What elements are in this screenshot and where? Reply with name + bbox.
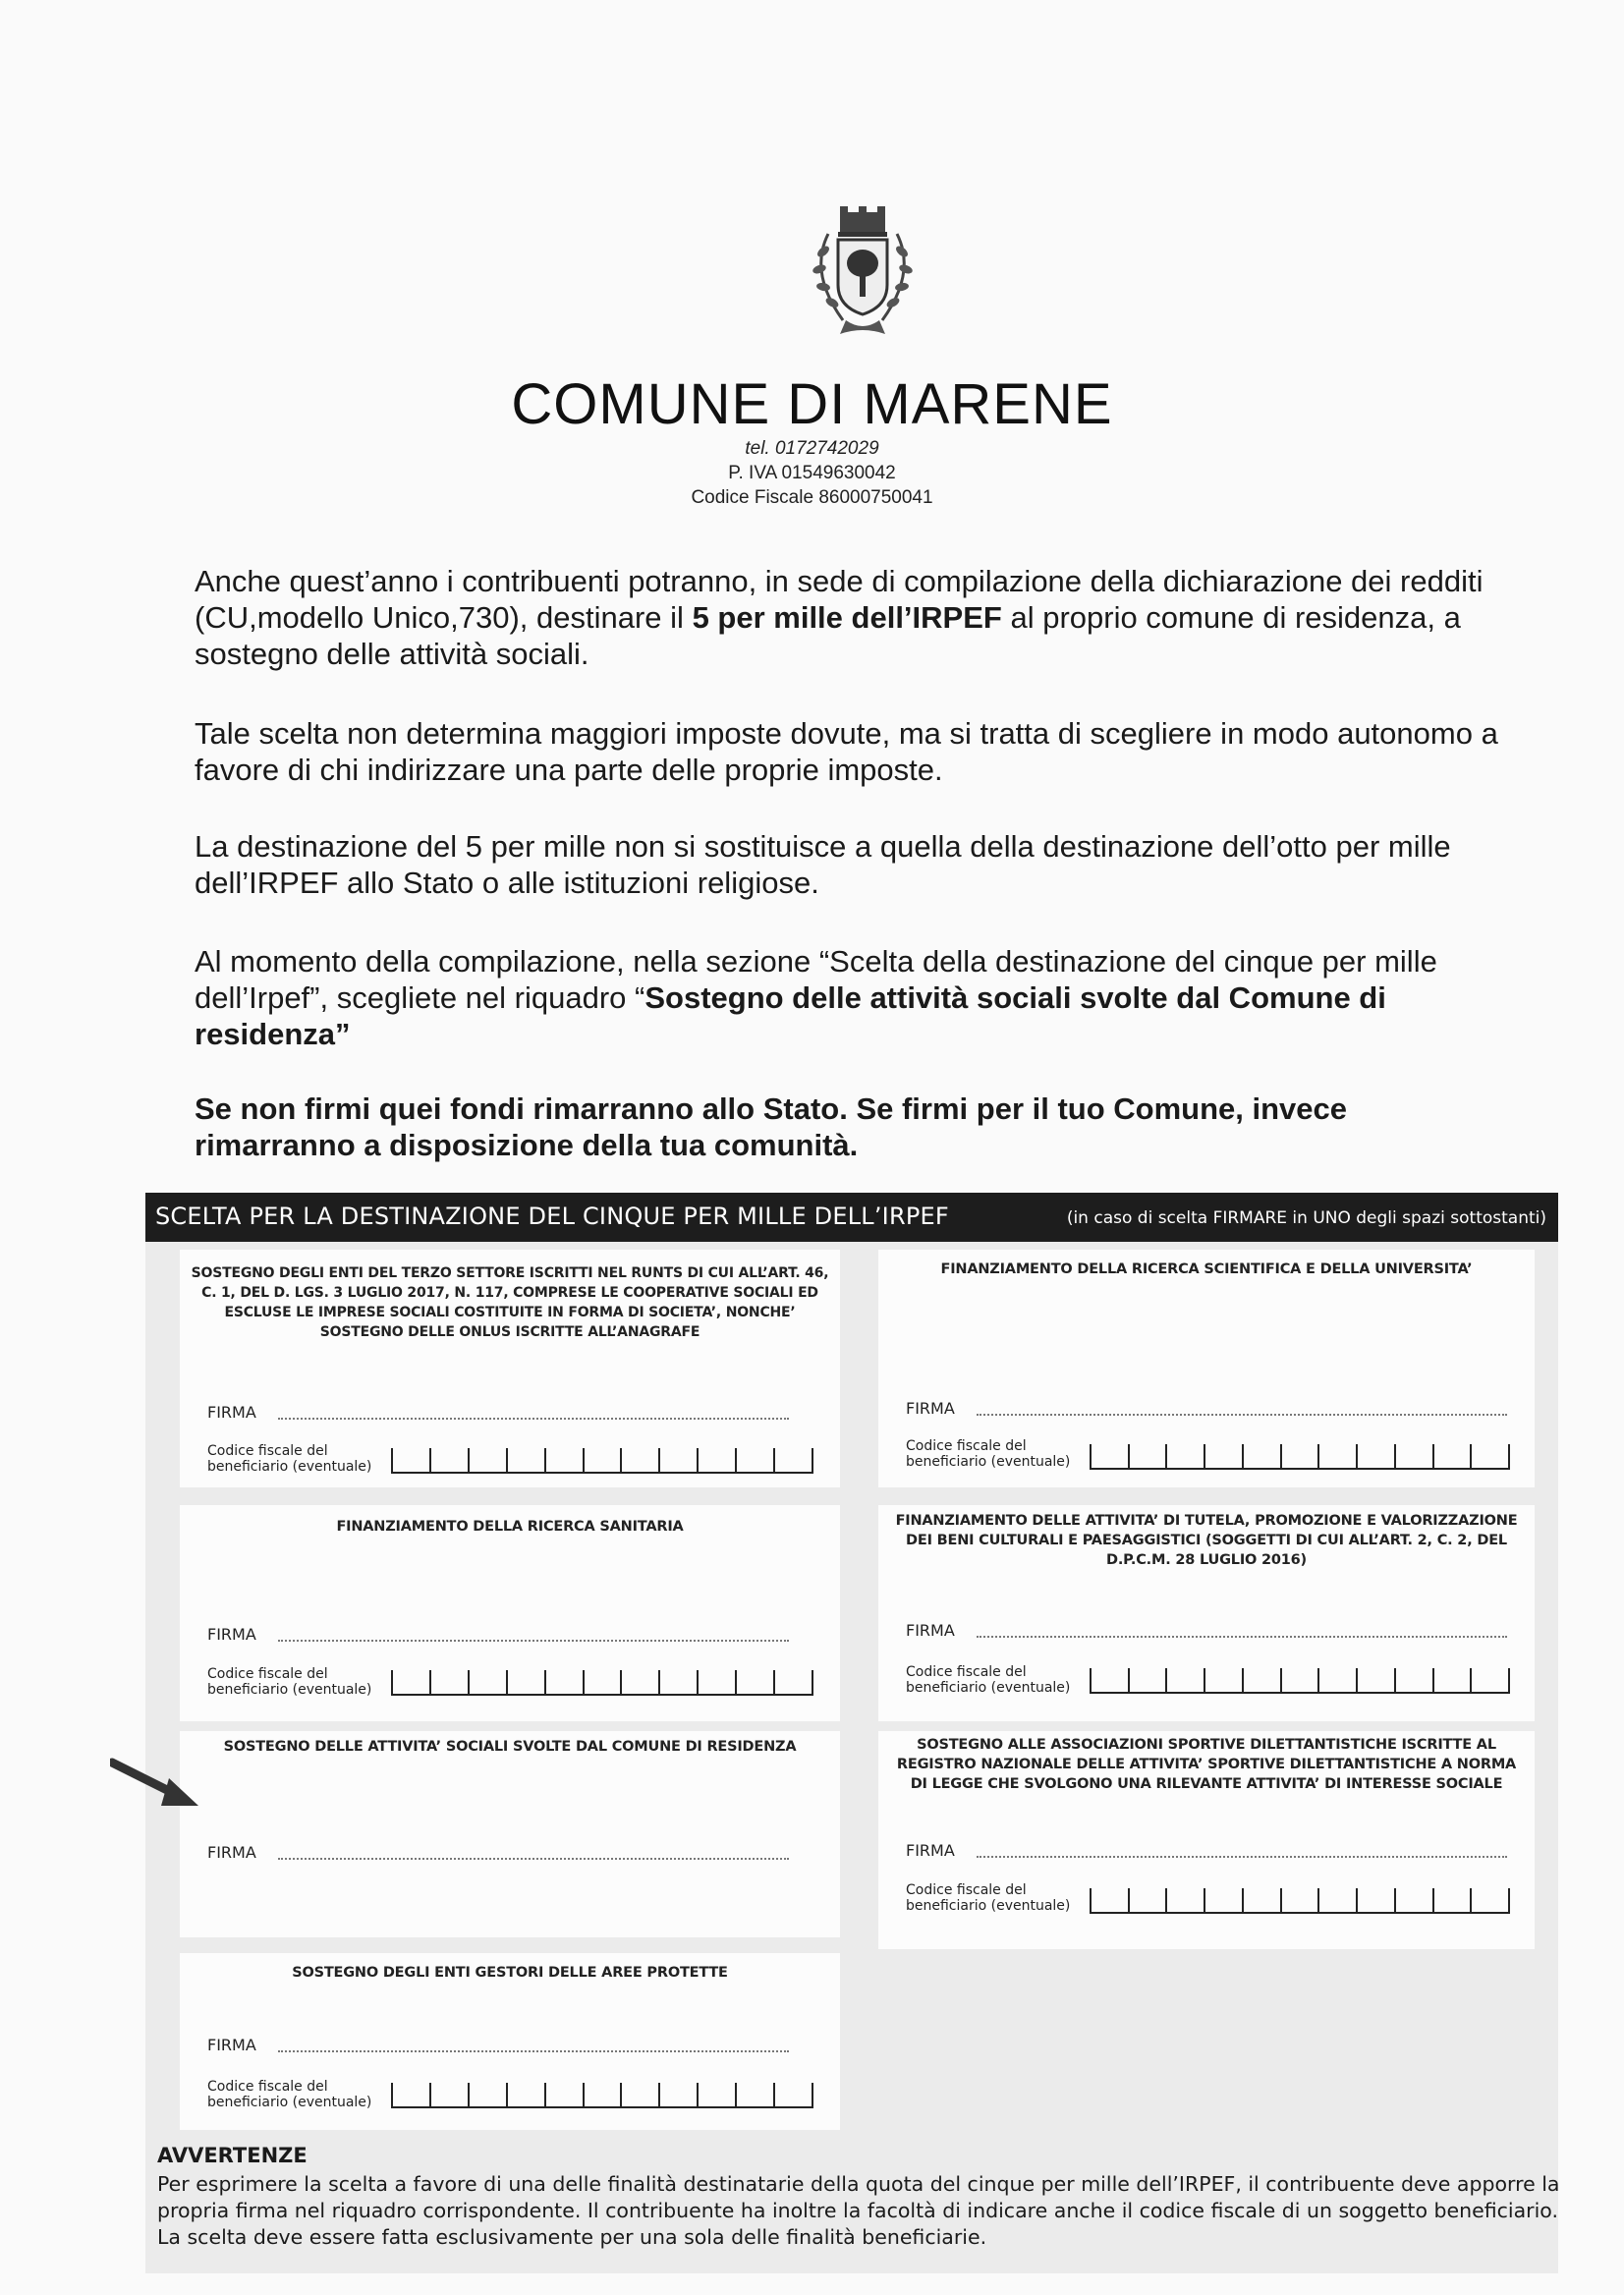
firma-label: FIRMA [906,1841,955,1860]
choice-box-ricerca-sanitaria[interactable] [180,1505,840,1721]
page-title: COMUNE DI MARENE [511,372,1113,436]
paragraph-intro [195,563,1501,672]
form-banner [145,1193,1558,1242]
cf-label [906,1882,1070,1914]
choice-box-associazioni-sportive[interactable] [878,1731,1535,1949]
cf-label-line: Codice fiscale del [906,1438,1027,1454]
cf-label-line: Codice fiscale del [207,2079,328,2095]
paragraph-instructions [195,943,1501,1052]
choice-box-heading: SOSTEGNO ALLE ASSOCIAZIONI SPORTIVE DILETTANTISTICHE ISCRITTE AL REGISTRO NAZIONALE DELLE ATTIVITA’ SPORTIVE DILETTANTISTICHE A NORMA DI LEGGE CHE SVOLGONO UNA RILEVANTE ATTIVITA’ DI INTERESSE SOCIALE [896,1737,1517,1792]
pointing-arrow-icon [110,1757,200,1816]
cf-label-line: Codice fiscale del [906,1882,1027,1898]
choice-box-heading: FINANZIAMENTO DELLA RICERCA SANITARIA [336,1519,684,1535]
cf-label-line: beneficiario (eventuale) [207,1682,372,1698]
form-banner-title: SCELTA PER LA DESTINAZIONE DEL CINQUE PER MILLE DELL’IRPEF [155,1203,949,1230]
paragraph-emphasis: 5 per mille dell’IRPEF [692,600,1002,635]
vat-number: P. IVA 01549630042 [728,463,896,483]
choice-box-beni-culturali[interactable] [878,1505,1535,1721]
cf-label-line: Codice fiscale del [906,1664,1027,1680]
choice-box-comune-residenza[interactable] [180,1731,840,1937]
cf-label-line: beneficiario (eventuale) [906,1680,1071,1696]
cf-label [906,1664,1070,1696]
firma-label: FIRMA [207,2036,256,2054]
cf-label-line: beneficiario (eventuale) [906,1454,1071,1470]
cf-label-line: beneficiario (eventuale) [207,2095,372,2110]
cf-label-line: Codice fiscale del [207,1443,328,1459]
cf-label [207,1666,371,1698]
paragraph-no-extra-tax: Tale scelta non determina maggiori imposte dovute, ma si tratta di scegliere in modo autonomo a favore di chi indirizzare una parte delle proprie imposte. [195,716,1498,787]
fiscal-code-grid[interactable] [1090,1888,1510,1914]
fiscal-code-grid[interactable] [391,1448,813,1474]
signature-line[interactable] [278,2049,789,2052]
fiscal-code: Codice Fiscale 86000750041 [691,487,933,508]
form-banner-note: (in caso di scelta FIRMARE in UNO degli spazi sottostanti) [1066,1208,1546,1228]
paragraph-call-to-action: Se non firmi quei fondi rimarranno allo Stato. Se firmi per il tuo Comune, invece rimarranno a disposizione della tua comunità. [195,1092,1348,1162]
choice-box-ricerca-scientifica[interactable] [878,1250,1535,1487]
choice-box-terzo-settore[interactable] [180,1250,840,1487]
signature-line[interactable] [278,1417,789,1420]
warnings-text: Per esprimere la scelta a favore di una delle finalità destinatarie della quota del cinque per mille dell’IRPEF, il contribuente deve apporre la propria firma nel riquadro corrispondente. Il contribuente ha inoltre la facoltà di indicare anche il codice fiscale di un soggetto beneficiario. La scelta deve essere fatta esclusivamente per una sola delle finalità beneficiarie. [157,2172,1560,2249]
firma-label: FIRMA [906,1399,955,1418]
signature-line[interactable] [977,1855,1507,1858]
choice-box-heading: SOSTEGNO DELLE ATTIVITA’ SOCIALI SVOLTE DAL COMUNE DI RESIDENZA [223,1739,797,1755]
choice-box-heading: FINANZIAMENTO DELLA RICERCA SCIENTIFICA E DELLA UNIVERSITA’ [940,1261,1473,1277]
choice-box-heading: SOSTEGNO DEGLI ENTI GESTORI DELLE AREE PROTETTE [292,1965,728,1981]
cf-label [207,1443,371,1475]
cf-label [207,2079,371,2110]
paragraph-text: Anche quest’anno i contribuenti potranno, in sede di compilazione della dichiarazione dei redditi (CU,modello Unico,730), destinare il [195,564,1484,635]
signature-line[interactable] [977,1635,1507,1638]
firma-label: FIRMA [207,1403,256,1422]
firma-label: FIRMA [207,1625,256,1644]
municipal-crest-icon [789,204,936,352]
cf-label-line: Codice fiscale del [207,1666,328,1682]
choice-box-heading: FINANZIAMENTO DELLE ATTIVITA’ DI TUTELA, PROMOZIONE E VALORIZZAZIONE DEI BENI CULTURALI E PAESAGGISTICI (SOGGETTI DI CUI ALL’ART. 2, C. 2, DEL D.P.C.M. 28 LUGLIO 2016) [895,1513,1518,1568]
fiscal-code-grid[interactable] [391,2083,813,2108]
fiscal-code-grid[interactable] [391,1670,813,1696]
choice-box-heading: SOSTEGNO DEGLI ENTI DEL TERZO SETTORE ISCRITTI NEL RUNTS DI CUI ALL’ART. 46, C. 1, DEL D. LGS. 3 LUGLIO 2017, N. 117, COMPRESE LE COOPERATIVE SOCIALI ED ESCLUSE LE IMPRESE SOCIALI COSTITUITE IN FORMA DI SOCIETA’, NONCHE’ SOSTEGNO DELLE ONLUS ISCRITTE ALL’ANAGRAFE [191,1265,829,1340]
cf-label [906,1438,1070,1470]
signature-line[interactable] [278,1639,789,1642]
signature-line[interactable] [278,1857,789,1860]
warnings-title: AVVERTENZE [157,2144,308,2167]
paragraph-emphasis: Sostegno delle attività sociali svolte dal Comune di residenza” [195,980,1386,1051]
cf-label-line: beneficiario (eventuale) [207,1459,372,1475]
cf-label-line: beneficiario (eventuale) [906,1898,1071,1914]
paragraph-otto-per-mille: La destinazione del 5 per mille non si sostituisce a quella della destinazione dell’otto per mille dell’IRPEF allo Stato o alle istituzioni religiose. [195,829,1451,900]
signature-line[interactable] [977,1413,1507,1416]
paragraph-text: Al momento della compilazione, nella sezione “Scelta della destinazione del cinque per mille dell’Irpef”, scegliete nel riquadro “ [195,944,1437,1015]
paragraph-text: al proprio comune di residenza, a sostegno delle attività sociali. [195,600,1461,671]
phone-number: tel. 0172742029 [745,438,879,459]
fiscal-code-grid[interactable] [1090,1668,1510,1694]
firma-label: FIRMA [906,1621,955,1640]
fiscal-code-grid[interactable] [1090,1444,1510,1470]
firma-label: FIRMA [207,1843,256,1862]
choice-box-aree-protette[interactable] [180,1953,840,2130]
